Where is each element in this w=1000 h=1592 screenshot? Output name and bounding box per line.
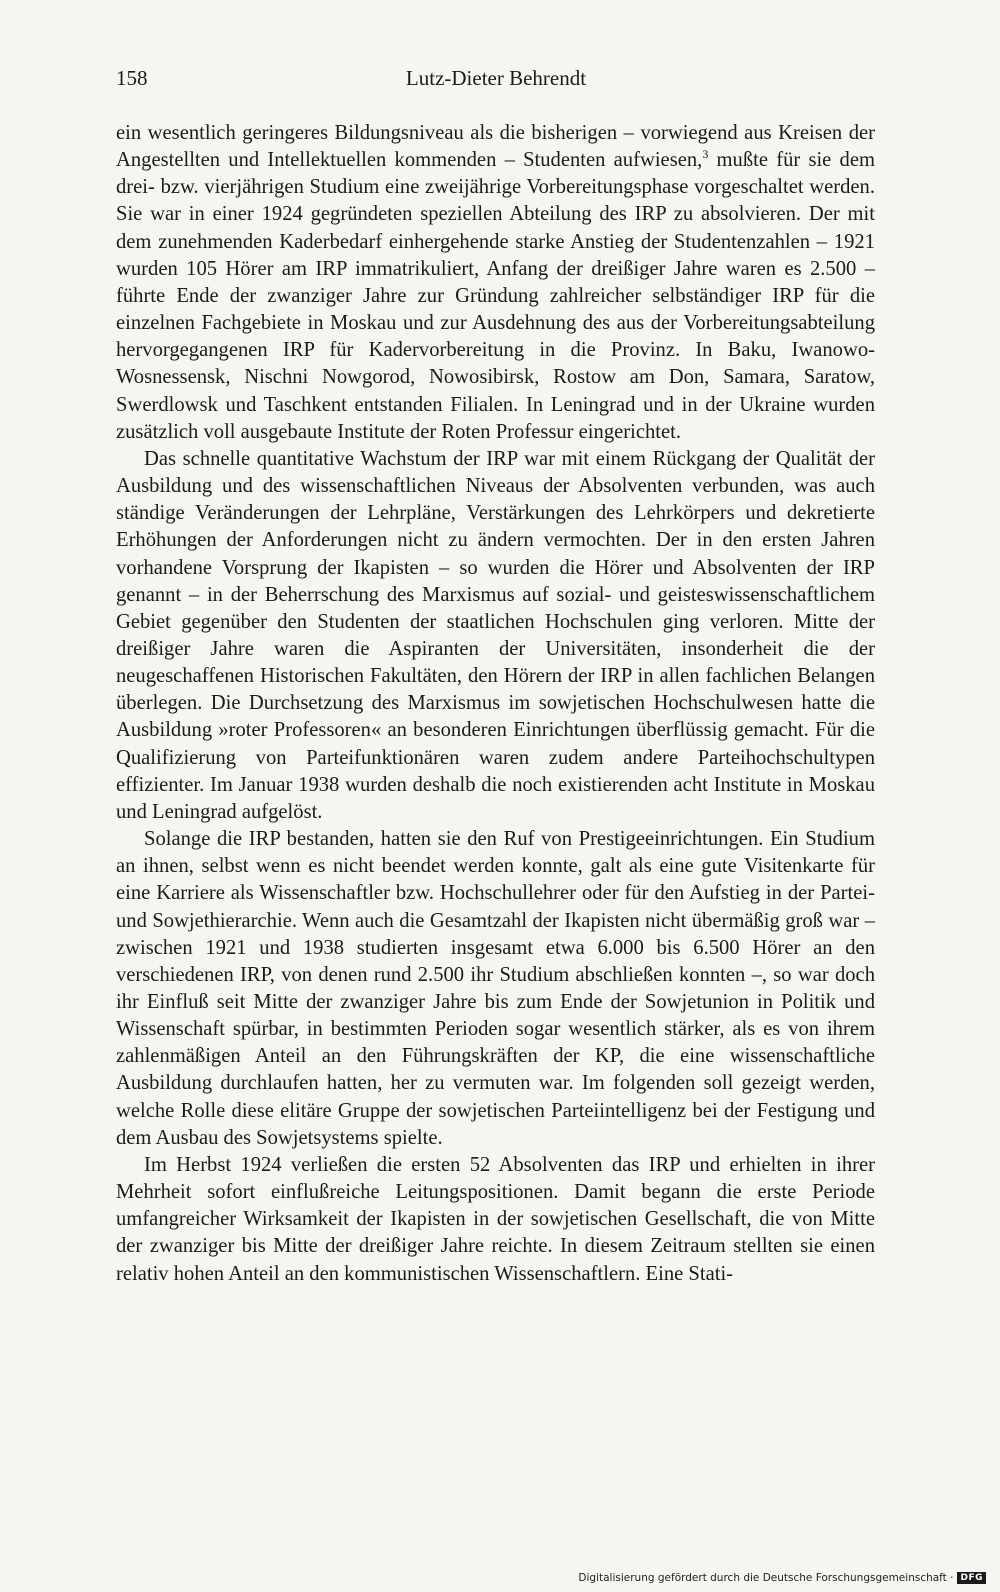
footnote-reference: 3 [702, 147, 709, 162]
digitization-credit-text: Digitalisierung gefördert durch die Deutsche Forschungsgemeinschaft · [578, 1572, 954, 1584]
paragraph-2: Das schnelle quantitative Wachstum der IRP war mit einem Rückgang der Qualität der Ausbildung und des wissenschaftlichen Niveaus der Absolventen verbunden, was auch ständige Veränderungen der Lehrpläne, Verstärkungen des Lehrkörpers und dekretierte Erhöhungen der Anforderungen nicht zu ändern vermochten. Der in den ersten Jahren vorhandene Vorsprung der Ikapisten – so wurden die Hörer und Absolventen der IRP genannt – in der Beherrschung des Marxismus auf sozial- und geisteswissenschaftlichem Gebiet gegenüber den Studenten der staatlichen Hochschulen ging verloren. Mitte der dreißiger Jahre waren die Aspiranten der Universitäten, insonderheit die der neugeschaffenen Historischen Fakultäten, den Hörern der IRP in allen fachlichen Belangen überlegen. Die Durchsetzung des Marxismus im sowjetischen Hochschulwesen hatte die Ausbildung »roter Professoren« an besonderen Einrichtungen überflüssig gemacht. Für die Qualifizierung von Parteifunktionären waren zudem andere Parteihochschultypen effizienter. Im Januar 1938 wurden deshalb die noch existierenden acht Institute in Moskau und Leningrad aufgelöst. [116, 447, 875, 823]
page-header [116, 66, 876, 96]
paragraph-1 [116, 120, 875, 446]
running-head: Lutz-Dieter Behrendt [405, 66, 587, 90]
dfg-logo-icon: DFG [957, 1572, 986, 1584]
paragraph-1-text-b: mußte für sie dem drei- bzw. vierjährigen Studium eine zweijährige Vorbereitungsphase vorgeschaltet werden. Sie war in einer 1924 gegründeten speziellen Abteilung des IRP zu absolvieren. Der mit dem zunehmenden Kaderbedarf einhergehende starke Anstieg der Studentenzahlen – 1921 wurden 105 Hörer am IRP immatrikuliert, Anfang der dreißiger Jahre waren es 2.500 – führte Ende der zwanziger Jahre zur Gründung zahlreicher selbständiger IRP für die einzelnen Fachgebiete in Moskau und zur Ausdehnung des aus der Vorbereitungsabteilung hervorgegangenen IRP für Kadervorbereitung in die Provinz. In Baku, Iwanowo-Wosnessensk, Nischni Nowgorod, Nowosibirsk, Rostow am Don, Samara, Saratow, Swerdlowsk und Taschkent entstanden Filialen. In Leningrad und in der Ukraine wurden zusätzlich voll ausgebaute Institute der Roten Professur eingerichtet. [116, 149, 875, 443]
page-number: 158 [116, 66, 148, 90]
paragraph-1-text-a: ein wesentlich geringeres Bildungsniveau als die bisherigen – vorwiegend aus Kreisen der Angestellten und Intellektuellen kommenden – Studenten aufwiesen, [116, 122, 875, 172]
paragraph-3: Solange die IRP bestanden, hatten sie den Ruf von Prestigeeinrichtungen. Ein Studium an ihnen, selbst wenn es nicht beendet werden konnte, galt als eine gute Visitenkarte für eine Karriere als Wissenschaftler bzw. Hochschullehrer oder für den Aufstieg in der Partei- und Sowjethierarchie. Wenn auch die Gesamtzahl der Ikapisten nicht übermäßig groß war – zwischen 1921 und 1938 studierten insgesamt etwa 6.000 bis 6.500 Hörer an den verschiedenen IRP, von denen rund 2.500 ihr Studium abschließen konnten –, so war doch ihr Einfluß seit Mitte der zwanziger Jahre bis zum Ende der Sowjetunion in Politik und Wissenschaft spürbar, in bestimmten Perioden sogar wesentlich stärker, als es von ihrem zahlenmäßigen Anteil an den Führungskräften der KP, die eine wissenschaftliche Ausbildung durchlaufen hatten, her zu vermuten war. Im folgenden soll gezeigt werden, welche Rolle diese elitäre Gruppe der sowjetischen Parteiintelligenz bei der Festigung und dem Ausbau des Sowjetsystems spielte. [116, 828, 875, 1149]
body-text [116, 120, 875, 1288]
digitization-credit [578, 1572, 986, 1584]
paragraph-4: Im Herbst 1924 verließen die ersten 52 Absolventen das IRP und erhielten in ihrer Mehrheit sofort einflußreiche Leitungspositionen. Damit begann die erste Periode umfangreicher Wirksamkeit der Ikapisten in der sowjetischen Gesellschaft, die von Mitte der zwanziger bis Mitte der dreißiger Jahre reichte. In diesem Zeitraum stellten sie einen relativ hohen Anteil an den kommunistischen Wissenschaftlern. Eine Stati- [116, 1153, 875, 1285]
